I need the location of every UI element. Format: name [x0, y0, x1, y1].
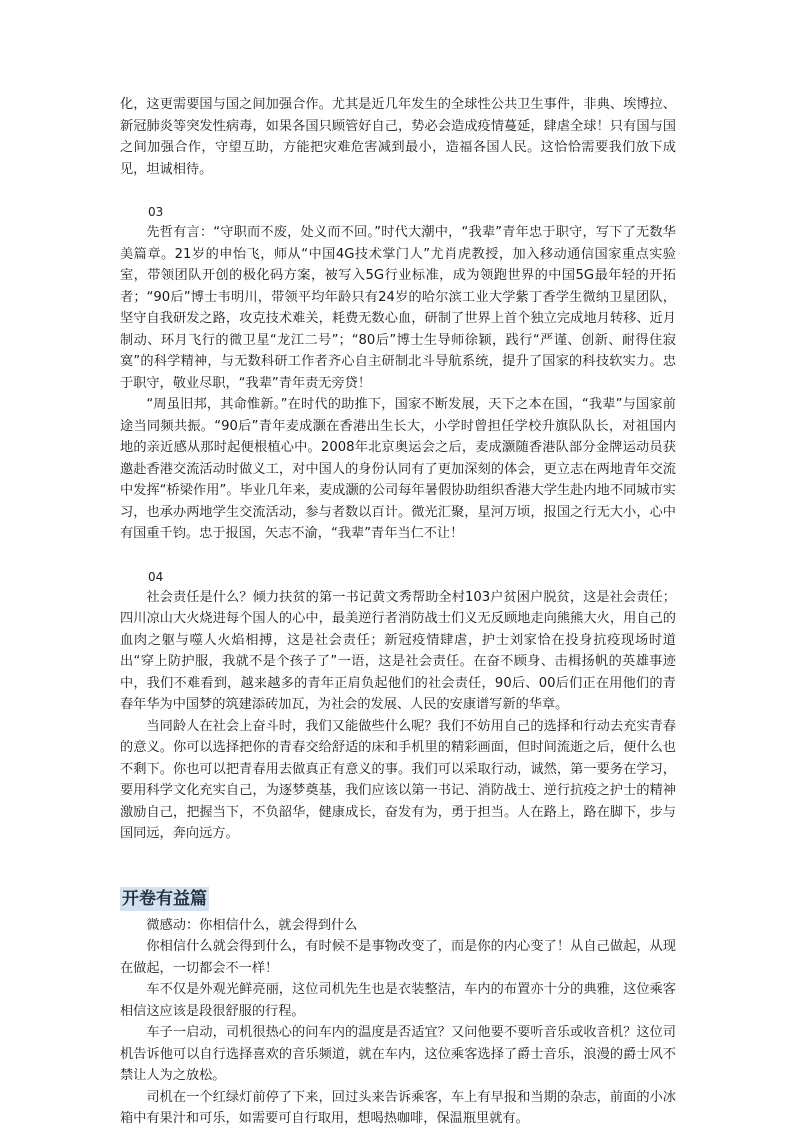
section-heading: 开卷有益篇 — [122, 888, 207, 909]
paragraph-cooperation: 化，这更需要国与国之间加强合作。尤其是近几年发生的全球性公共卫生事件，非典、埃博拉、新冠肺炎等突发性病毒，如果各国只顾管好自己，势必会造成疫情蔓延，肆虐全球！只有国与国之间加强合作，守望互助，方能把灾难危害减到最小，造福各国人民。这恰恰需要我们放下成见，坦诚相待。 — [120, 97, 676, 177]
paragraph-social-responsibility: 社会责任是什么？倾力扶贫的第一书记黄文秀帮助全村103户贫困户脱贫，这是社会责任；四川凉山大火烧进每个国人的心中，最美逆行者消防战士们义无反顾地走向熊熊大火，用自己的血肉之躯与噬人火焰相搏，这是社会责任；新冠疫情肆虐，护士刘家恰在投身抗疫现场时道出“穿上防护服，我就不是个孩子了”一语，这是社会责任。在奋不顾身、击楫扬帆的英雄事迹中，我们不难看到，越来越多的青年正肩负起他们的社会责任，90后、00后们正在用他们的青春年华为中国梦的筑建添砖加瓦，为社会的发展、人民的安康谱写新的华章。 — [120, 589, 676, 712]
paragraph-duty: 先哲有言：“守职而不废，处义而不回。”时代大潮中，“我辈”青年忠于职守，写下了无数华美篇章。21岁的申怡飞，师从“中国4G技术掌门人”尤肖虎教授，加入移动通信国家重点实验室，带领团队开创的极化码方案，被写入5G行业标准，成为领跑世界的中国5G最年轻的开拓者；“90后”博士韦明川，带领平均年龄只有24岁的哈尔滨工业大学紫丁香学生微纳卫星团队，坚守自我研发之路，攻克技术难关，耗费无数心血，研制了世界上首个独立完成地月转移、近月制动、环月飞行的微卫星“龙江二号”；“80后”博士生导师徐颖，践行“严谨、创新、耐得住寂寞”的科学精神，与无数科研工作者齐心自主研制北斗导航系统，提升了国家的科技软实力。忠于职守，敬业尽职，“我辈”青年责无旁贷！ — [120, 225, 676, 391]
story-paragraph-3: 车子一启动，司机很热心的问车内的温度是否适宜？又问他要不要听音乐或收音机？这位司机告诉他可以自行选择喜欢的音乐频道，就在车内，这位乘客选择了爵士音乐，浪漫的爵士风不禁让人为之放松。 — [120, 1025, 676, 1083]
story-paragraph-4: 司机在一个红绿灯前停了下来，回过头来告诉乘客，车上有早报和当期的杂志，前面的小冰箱中有果汁和可乐，如需要可自行取用，想喝热咖啡，保温瓶里就有。 — [120, 1089, 676, 1126]
section-number-03: 03 — [148, 205, 164, 219]
story-paragraph-2: 车不仅是外观光鲜亮丽，这位司机先生也是衣装整洁，车内的布置亦十分的典雅，这位乘客相信这应该是段很舒服的行程。 — [120, 982, 676, 1019]
story-subtitle: 微感动：你相信什么，就会得到什么 — [146, 917, 358, 933]
story-paragraph-1: 你相信什么就会得到什么，有时候不是事物改变了，而是你的内心变了！从自己做起，从现在做起，一切都会不一样！ — [120, 939, 676, 976]
paragraph-patriotism: “周虽旧邦，其命惟新。”在时代的助推下，国家不断发展，天下之本在国，“我辈”与国家前途当同频共振。“90后”青年麦成灏在香港出生长大，小学时曾担任学校升旗队队长，对祖国内地的亲近感从那时起便根植心中。2008年北京奥运会之后，麦成灏随香港队部分金牌运动员获邀赴香港交流活动时做义工，对中国人的身份认同有了更加深刻的体会，更立志在两地青年交流中发挥“桥梁作用”。毕业几年来，麦成灏的公司每年暑假协助组织香港大学生赴内地不同城市实习，也承办两地学生交流活动，参与者数以百计。微光汇聚，星河万顷，报国之行无大小，心中有国重千钧。忠于报国，矢志不渝，“我辈”青年当仁不让！ — [120, 397, 676, 541]
document-page — [120, 94, 676, 1130]
paragraph-youth-action: 当同龄人在社会上奋斗时，我们又能做些什么呢？我们不妨用自己的选择和行动去充实青春的意义。你可以选择把你的青春交给舒适的床和手机里的精彩画面，但时间流逝之后，便什么也不剩下。你也可以把青春用去做真正有意义的事。我们可以采取行动，诚然，第一要务在学习，要用科学文化充实自己，为逐梦奠基，我们应该以第一书记、消防战士、逆行抗疫之护士的精神激励自己，把握当下，不负韶华，健康成长，奋发有为，勇于担当。人在路上，路在脚下，步与国同远，奔向远方。 — [120, 718, 676, 841]
section-number-04: 04 — [148, 569, 164, 584]
